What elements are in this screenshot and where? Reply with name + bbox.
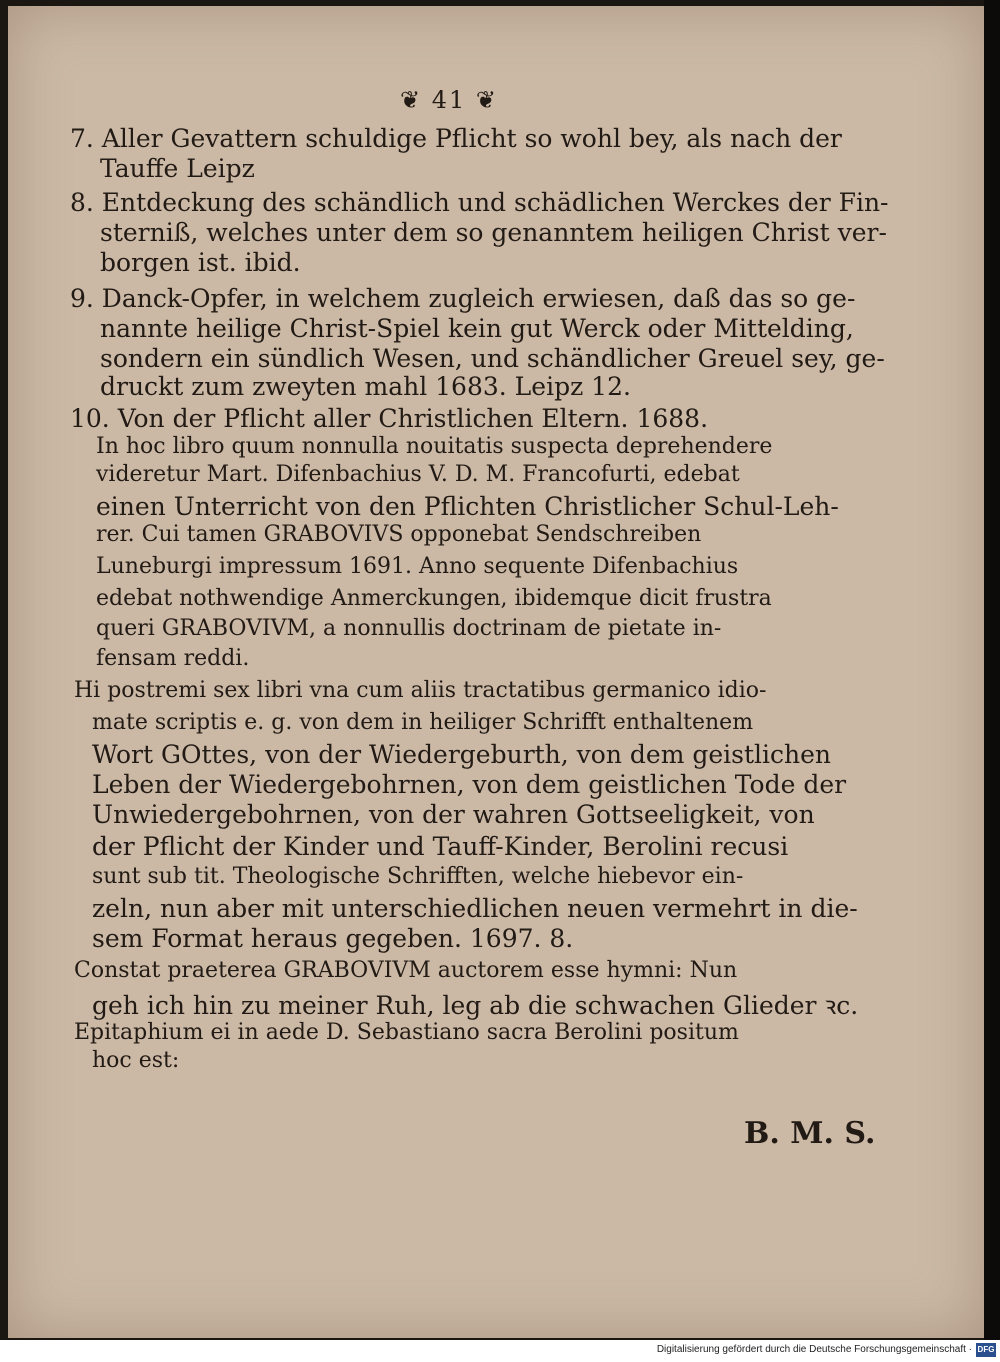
text-line: Epitaphium ei in aede D. Sebastiano sacra Berolini positum [74, 1020, 739, 1045]
footer-credit: Digitalisierung gefördert durch die Deutsche Forschungsgemeinschaft · [656, 1344, 972, 1355]
dfg-logo-icon: DFG [976, 1343, 996, 1357]
book-page [8, 6, 984, 1338]
epitaph-heading: B. M. S. [744, 1116, 876, 1151]
text-line: Unwiedergebohrnen, von der wahren Gottseeligkeit, von [92, 800, 815, 829]
text-line: Leben der Wiedergebohrnen, von dem geistlichen Tode der [92, 770, 847, 799]
text-line: 9. Danck-Opfer, in welchem zugleich erwiesen, daß das so ge- [70, 284, 856, 313]
page-header: ❦ 41 ❦ [400, 86, 499, 114]
text-line: geh ich hin zu meiner Ruh, leg ab die schwachen Glieder ꝛc. [92, 991, 859, 1020]
text-line: sterniß, welches unter dem so genanntem heiligen Christ ver- [100, 218, 887, 247]
text-line: zeln, nun aber mit unterschiedlichen neuen vermehrt in die- [92, 894, 858, 923]
text-line: Constat praeterea GRABOVIVM auctorem esse hymni: Nun [74, 958, 738, 983]
text-line: druckt zum zweyten mahl 1683. Leipz 12. [100, 372, 631, 401]
text-line: sem Format heraus gegeben. 1697. 8. [92, 924, 574, 953]
text-line: 7. Aller Gevattern schuldige Pflicht so wohl bey, als nach der [70, 124, 842, 153]
text-line: edebat nothwendige Anmerckungen, ibidemque dicit frustra [96, 586, 772, 611]
text-line: nannte heilige Christ-Spiel kein gut Werck oder Mittelding, [100, 314, 854, 343]
text-line: einen Unterricht von den Pflichten Christlicher Schul-Leh- [96, 492, 839, 521]
text-line: Luneburgi impressum 1691. Anno sequente Difenbachius [96, 554, 739, 579]
text-line: der Pflicht der Kinder und Tauff-Kinder, Berolini recusi [92, 832, 789, 861]
text-line: fensam reddi. [96, 646, 250, 671]
scan-edge [984, 0, 1000, 1340]
text-line: hoc est: [92, 1048, 180, 1073]
text-line: Tauffe Leipz [100, 154, 255, 183]
text-line: In hoc libro quum nonnulla nouitatis suspecta deprehendere [96, 434, 773, 459]
text-line: sondern ein sündlich Wesen, und schändlicher Greuel sey, ge- [100, 344, 885, 373]
text-line: 8. Entdeckung des schändlich und schädlichen Werckes der Fin- [70, 188, 889, 217]
text-line: videretur Mart. Difenbachius V. D. M. Francofurti, edebat [96, 462, 740, 487]
text-line: 10. Von der Pflicht aller Christlichen Eltern. 1688. [70, 404, 709, 433]
footer-band [0, 1340, 1000, 1362]
text-line: Hi postremi sex libri vna cum aliis tractatibus germanico idio- [74, 678, 767, 703]
text-line: queri GRABOVIVM, a nonnullis doctrinam de pietate in- [96, 616, 722, 641]
text-line: sunt sub tit. Theologische Schrifften, welche hiebevor ein- [92, 864, 744, 889]
text-line: Wort GOttes, von der Wiedergeburth, von dem geistlichen [92, 740, 832, 769]
text-line: mate scriptis e. g. von dem in heiliger Schrifft enthaltenem [92, 710, 754, 735]
text-line: rer. Cui tamen GRABOVIVS opponebat Sendschreiben [96, 522, 702, 547]
text-line: borgen ist. ibid. [100, 248, 301, 277]
